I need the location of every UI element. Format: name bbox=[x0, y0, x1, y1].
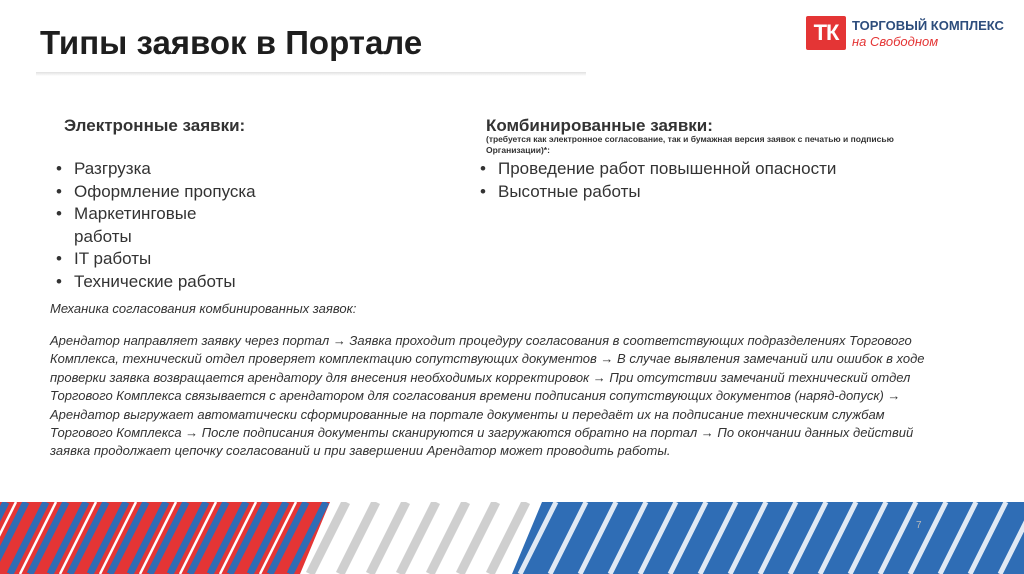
logo-icon: ТК bbox=[806, 16, 846, 50]
list-item: • Технические работы bbox=[50, 271, 320, 294]
mechanics-text: Арендатор направляет заявку через портал → Заявка проходит процедуру согласования в соответствующих подразделениях Торгового Комплекса, технический отдел проверяет комплектацию сопутствующих документов → В случае выявления замечаний или ошибок в ходе проверки заявка возвращается арендатору для внесения необходимых корректировок → При отсутствии замечаний технический отдел Торгового Комплекса связывается с арендатором для согласования времени подписания сопутствующих документов (наряд-допуск) → Арендатор выгружает автоматически сформированные на портале документы и передаёт их на подписание техническим службам Торгового Комплекса → После подписания документы сканируются и загружаются обратно на портал → По окончании данных действий заявка продолжает цепочку согласований и при завершении Арендатор может проводить работы. bbox=[50, 333, 925, 459]
list-item: • Разгрузка bbox=[50, 158, 320, 181]
combined-requests-heading: Комбинированные заявки: bbox=[486, 116, 713, 135]
list-item: • Проведение работ повышенной опасности bbox=[474, 158, 914, 181]
list-item: • Маркетинговые работы bbox=[50, 203, 234, 248]
title-underline bbox=[36, 72, 586, 76]
list-item: • Оформление пропуска bbox=[50, 181, 320, 204]
footer-stripes bbox=[0, 502, 1024, 574]
logo-line2: на Свободном bbox=[852, 34, 939, 49]
electronic-requests-list bbox=[50, 158, 320, 293]
electronic-requests-heading: Электронные заявки: bbox=[64, 116, 246, 135]
company-logo bbox=[806, 14, 1006, 54]
slide-title: Типы заявок в Портале bbox=[40, 24, 423, 61]
page-number: 7 bbox=[916, 520, 922, 531]
combined-requests-note: (требуется как электронное согласование, так и бумажная версия заявок с печатью и подписью Организации)*: bbox=[486, 134, 894, 155]
list-item: • Высотные работы bbox=[474, 181, 914, 204]
list-item: • IT работы bbox=[50, 248, 320, 271]
mechanics-title: Механика согласования комбинированных заявок: bbox=[50, 301, 357, 316]
combined-requests-list bbox=[474, 158, 914, 203]
logo-line1: ТОРГОВЫЙ КОМПЛЕКС bbox=[852, 18, 1004, 33]
